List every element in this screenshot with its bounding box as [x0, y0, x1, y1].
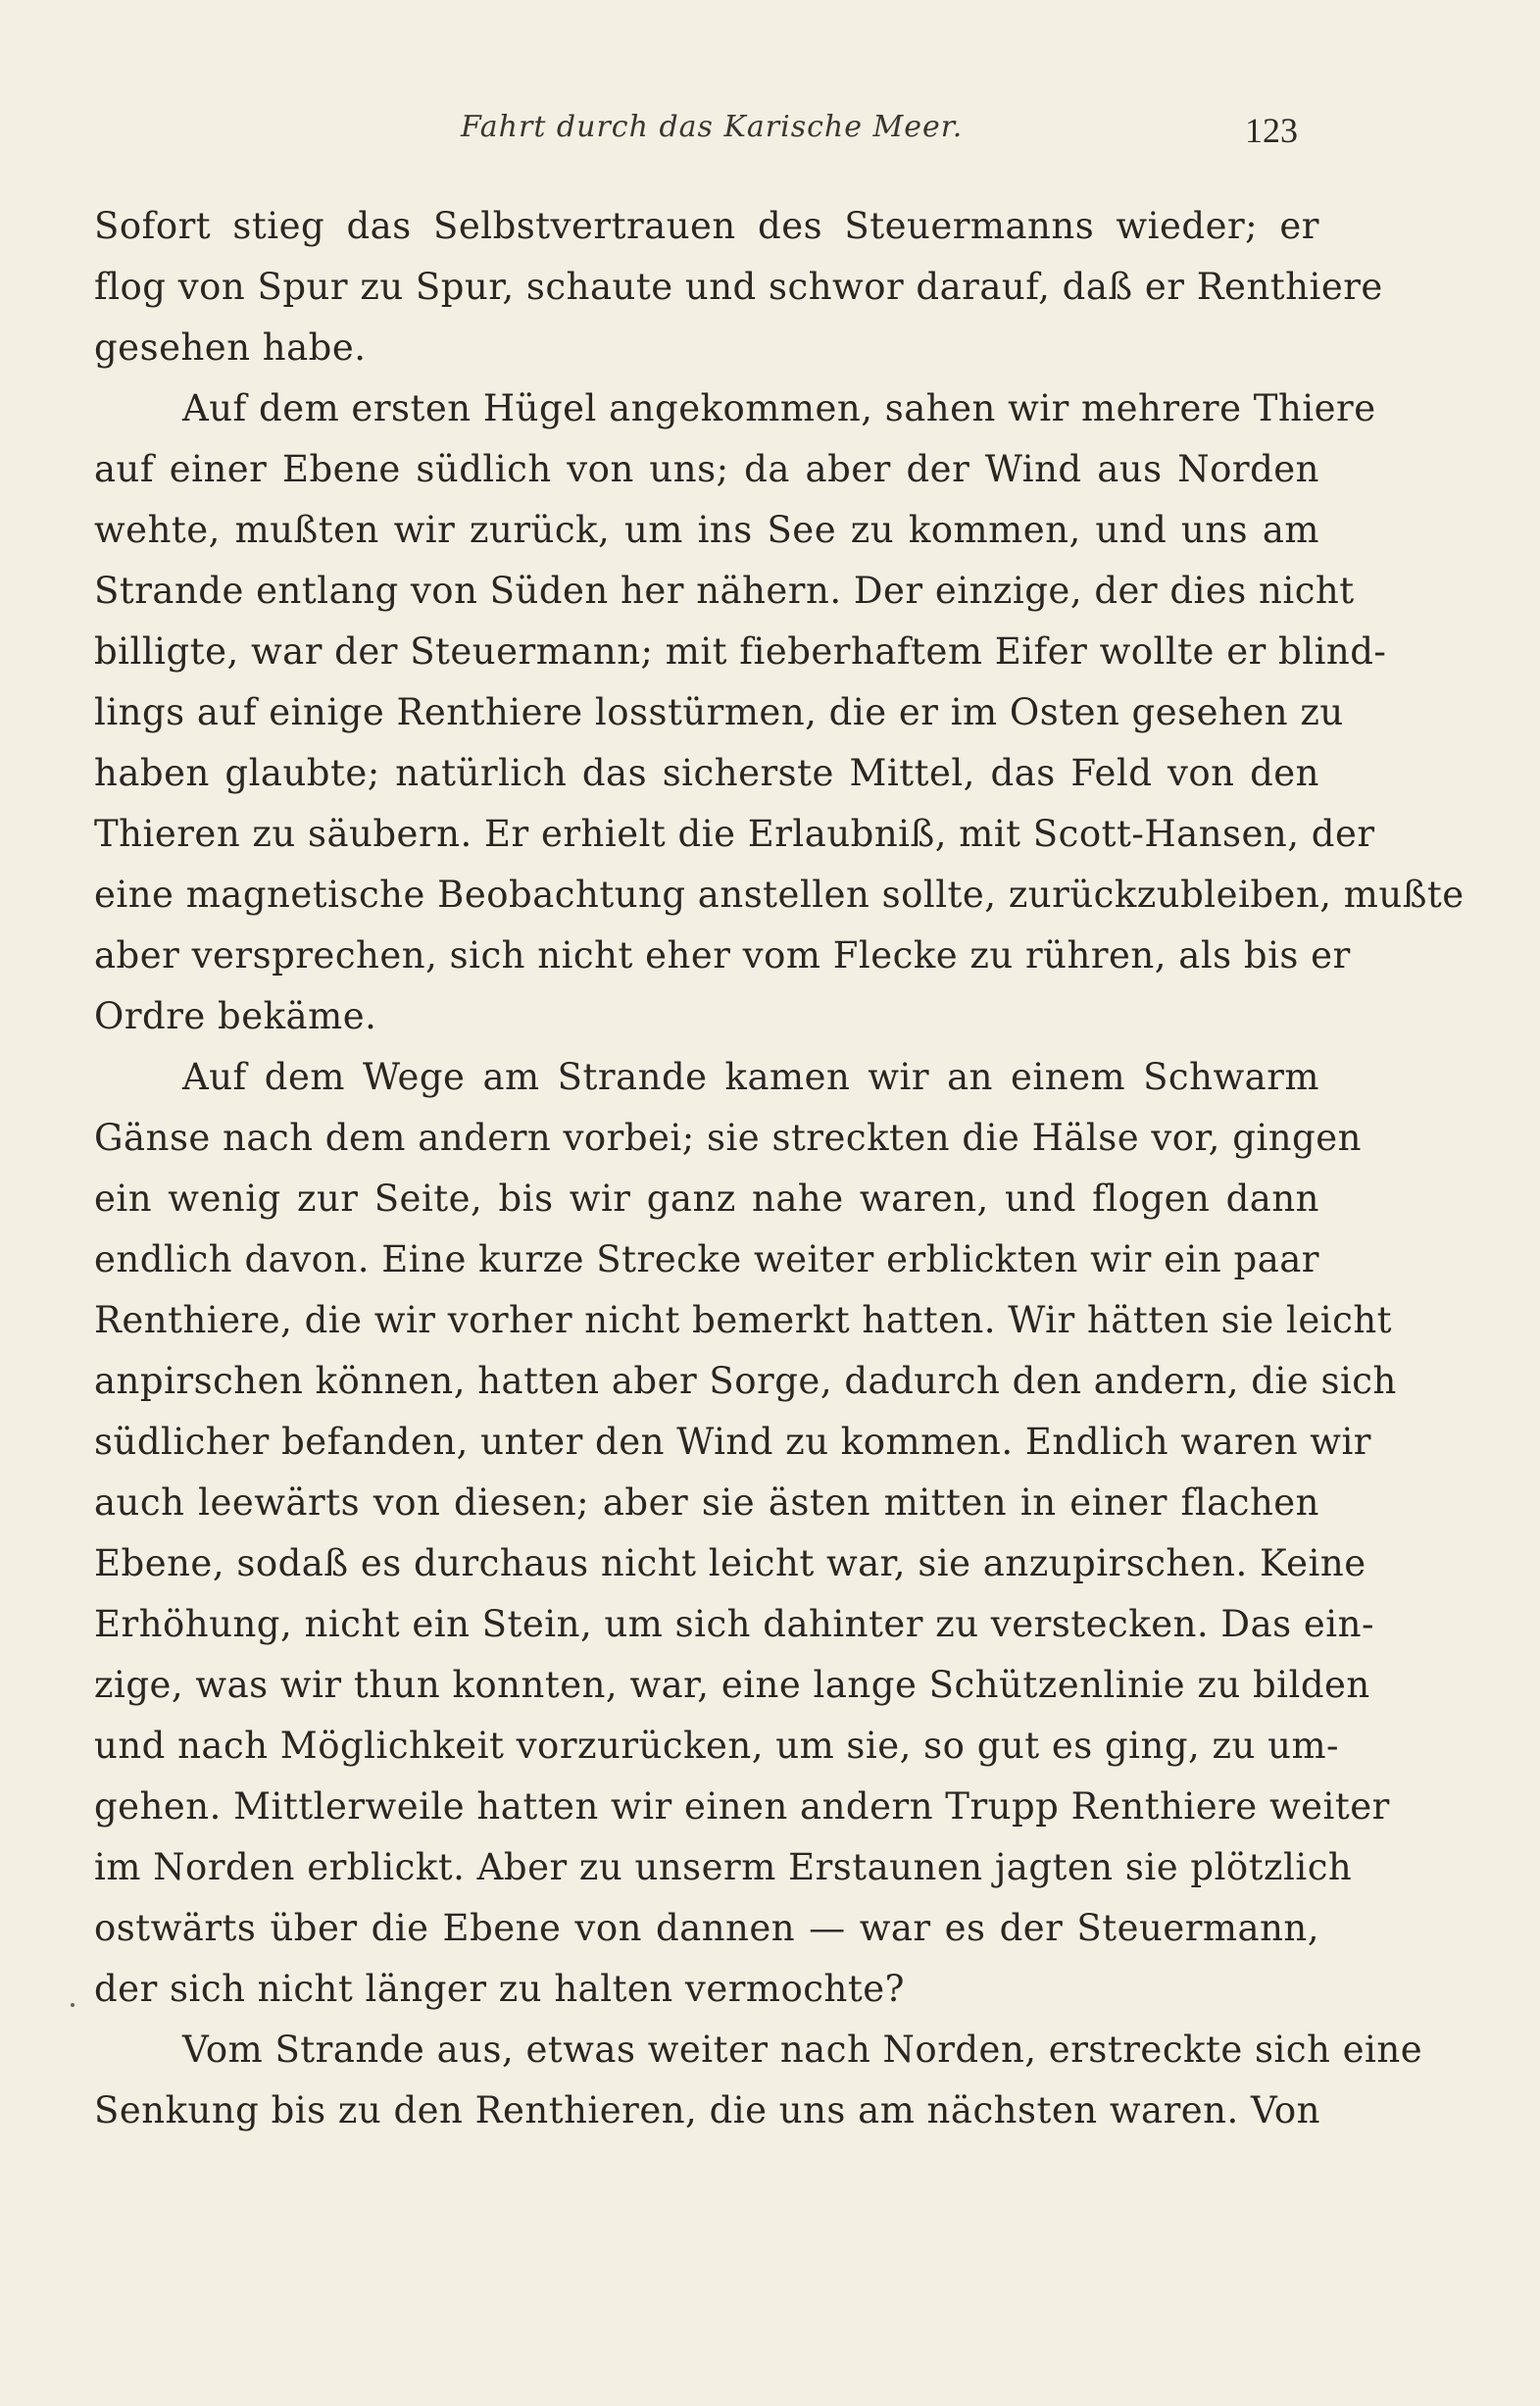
text-line: Strande entlang von Süden her nähern. Der einzige, der dies nicht	[94, 570, 1355, 612]
text-line: der sich nicht länger zu halten vermochte?	[94, 1968, 905, 2010]
text-line: Renthiere, die wir vorher nicht bemerkt hatten. Wir hätten sie leicht	[94, 1299, 1393, 1341]
text-line: auch leewärts von diesen; aber sie ästen mitten in einer flachen	[94, 1481, 1319, 1524]
text-line: Sofort stieg das Selbstvertrauen des Steuermanns wieder; er	[94, 205, 1319, 247]
text-line: Senkung bis zu den Renthieren, die uns am nächsten waren. Von	[94, 2089, 1320, 2131]
text-line: flog von Spur zu Spur, schaute und schwor darauf, daß er Renthiere	[94, 266, 1383, 308]
text-line: Ordre bekäme.	[94, 995, 377, 1037]
text-line: auf einer Ebene südlich von uns; da aber der Wind aus Norden	[94, 448, 1319, 490]
text-line: Ebene, sodaß es durchaus nicht leicht war, sie anzupirschen. Keine	[94, 1542, 1366, 1584]
paragraph-first-line: Auf dem Wege am Strande kamen wir an einem Schwarm	[182, 1056, 1319, 1098]
text-line: ein wenig zur Seite, bis wir ganz nahe waren, und flogen dann	[94, 1178, 1319, 1220]
text-line: eine magnetische Beobachtung anstellen sollte, zurückzubleiben, mußte	[94, 874, 1465, 916]
text-line: zige, was wir thun konnten, war, eine lange Schützenlinie zu bilden	[94, 1664, 1370, 1706]
text-line: gehen. Mittlerweile hatten wir einen andern Trupp Renthiere weiter	[94, 1785, 1390, 1828]
text-line: aber versprechen, sich nicht eher vom Flecke zu rühren, als bis er	[94, 934, 1351, 977]
text-line: und nach Möglichkeit vorzurücken, um sie, so gut es ging, zu um-	[94, 1725, 1340, 1767]
text-line: gesehen habe.	[94, 326, 367, 369]
text-line: wehte, mußten wir zurück, um ins See zu kommen, und uns am	[94, 509, 1319, 551]
paragraph-first-line: Vom Strande aus, etwas weiter nach Norden, erstreckte sich eine	[182, 2029, 1423, 2071]
page-number: 123	[1245, 111, 1298, 150]
text-line: Thieren zu säubern. Er erhielt die Erlaubniß, mit Scott-Hansen, der	[94, 813, 1375, 855]
text-line: südlicher befanden, unter den Wind zu kommen. Endlich waren wir	[94, 1421, 1371, 1463]
text-line: anpirschen können, hatten aber Sorge, dadurch den andern, die sich	[94, 1360, 1397, 1402]
text-line: lings auf einige Renthiere losstürmen, die er im Osten gesehen zu	[94, 691, 1344, 733]
text-line: ostwärts über die Ebene von dannen — war es der Steuermann,	[94, 1907, 1319, 1949]
paragraph-first-line: Auf dem ersten Hügel angekommen, sahen wir mehrere Thiere	[182, 387, 1376, 429]
running-head: Fahrt durch das Karische Meer.	[461, 110, 964, 144]
text-line: Gänse nach dem andern vorbei; sie streckten die Hälse vor, gingen	[94, 1117, 1362, 1159]
text-line: endlich davon. Eine kurze Strecke weiter erblickten wir ein paar	[94, 1238, 1319, 1280]
text-line: billigte, war der Steuermann; mit fieberhaftem Eifer wollte er blind-	[94, 630, 1387, 673]
body-text	[94, 196, 1465, 2141]
text-line: im Norden erblickt. Aber zu unserm Erstaunen jagten sie plötzlich	[94, 1846, 1353, 1888]
print-speck	[71, 2003, 75, 2007]
text-line: haben glaubte; natürlich das sicherste Mittel, das Feld von den	[94, 752, 1319, 794]
text-line: Erhöhung, nicht ein Stein, um sich dahinter zu verstecken. Das ein-	[94, 1603, 1374, 1645]
